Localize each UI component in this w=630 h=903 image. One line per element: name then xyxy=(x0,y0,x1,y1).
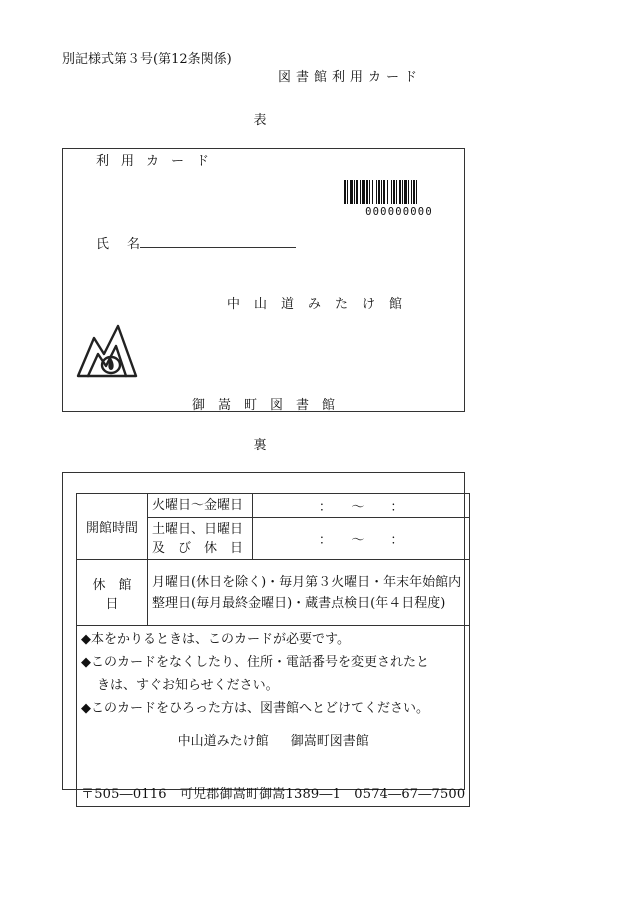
note-2-continued: きは、すぐお知らせください。 xyxy=(97,678,279,693)
mitake-logo-icon xyxy=(74,320,140,378)
note-3: ◆このカードをひろった方は、図書館へとどけてください。 xyxy=(81,701,429,716)
signature xyxy=(81,730,465,753)
barcode-number: 000000000 xyxy=(365,206,433,218)
front-side-label: 表 xyxy=(253,113,267,128)
address: 〒505―0116 可児郡御嵩町御嵩1389―1 0574―67―7500 xyxy=(81,787,466,802)
weekend-label-line-2: 及 び 休 日 xyxy=(152,540,244,556)
document-title-text: 図書館利用カード xyxy=(277,70,422,85)
hours-label: 開館時間 xyxy=(77,494,148,560)
signature-town: 御嵩町図書館 xyxy=(290,734,369,749)
signature-library: 中山道みたけ館 xyxy=(177,734,269,749)
weekend-hours: ： ～ ： xyxy=(253,518,470,560)
closed-label: 休 館 日 xyxy=(77,560,148,626)
form-label: 別記様式第３号(第12条関係) xyxy=(62,52,232,67)
weekend-label-line-1: 土曜日、日曜日 xyxy=(152,521,244,537)
card-title: 利用カード xyxy=(96,154,222,169)
info-table xyxy=(76,493,470,807)
note-2: ◆このカードをなくしたり、住所・電話番号を変更されたと xyxy=(81,655,429,670)
back-side-label: 裏 xyxy=(253,438,267,453)
notes-cell xyxy=(77,626,470,807)
name-line xyxy=(140,247,296,248)
weekday-label: 火曜日～金曜日 xyxy=(148,494,253,518)
library-name: 中山道みたけ館 xyxy=(227,297,417,312)
closed-days: 月曜日(休日を除く)・毎月第３火曜日・年末年始館内整理日(毎月最終金曜日)・蔵書点検日(年４日程度) xyxy=(148,560,470,626)
weekday-hours: ： ～ ： xyxy=(253,494,470,518)
document-title xyxy=(0,66,630,85)
note-1: ◆本をかりるときは、このカードが必要です。 xyxy=(81,632,350,647)
weekend-label xyxy=(148,518,253,560)
barcode xyxy=(344,180,452,204)
town-library-name: 御嵩町図書館 xyxy=(192,398,349,413)
name-label: 氏名 xyxy=(96,237,159,252)
